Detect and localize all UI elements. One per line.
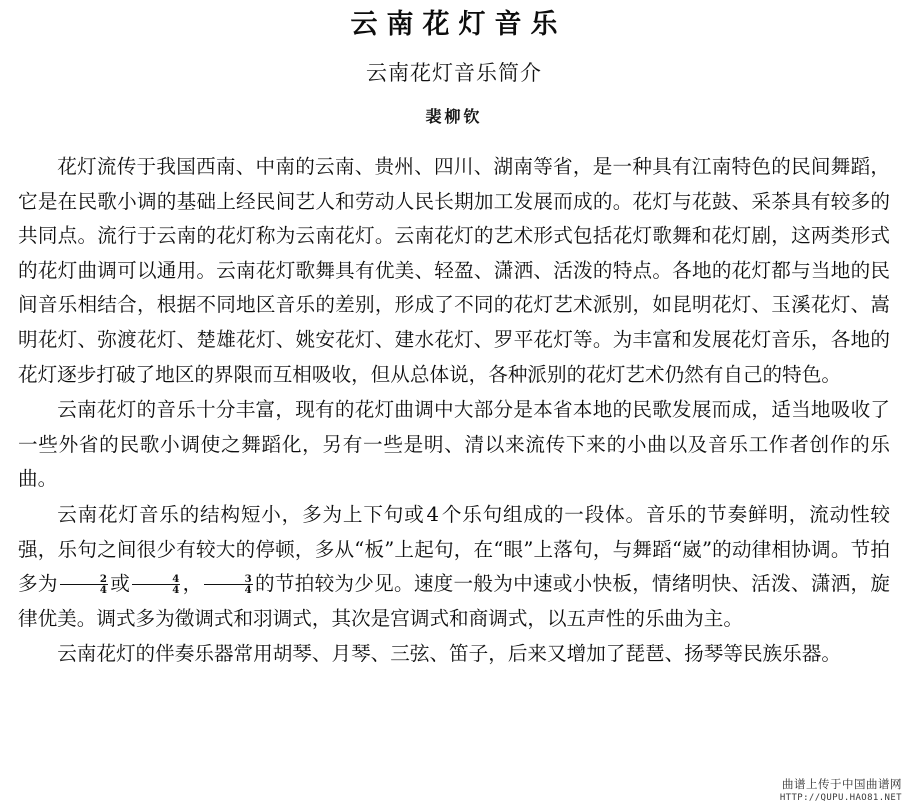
paragraph-3 (18, 498, 890, 636)
paragraph-3-part-4: ， (182, 572, 203, 596)
time-signature-3-4-numerator: 3 (204, 574, 252, 585)
footer-url-text: HTTP://QUPU.HAO81.NET (779, 792, 902, 803)
author-name: 裴柳钦 (425, 107, 483, 126)
paragraph-4: 云南花灯的伴奏乐器常用胡琴、月琴、三弦、笛子，后来又增加了琵琶、扬琴等民族乐器。 (57, 642, 841, 666)
time-signature-2-4-numerator: 2 (60, 574, 108, 585)
paragraph-3-part-5: 的节拍较为少见。速度一般为中速或小快板，情绪明快、活泼、潇洒，旋律优美。调式多为徵调式和羽调式，其次是宫调式和商调式，以五声性的乐曲为主。 (18, 572, 891, 630)
article-body (0, 128, 908, 672)
paragraph-3-part-1: 云南花灯音乐的结构短小，多为上下句或 (57, 502, 425, 526)
time-signature-4-4-numerator: 4 (132, 574, 180, 585)
page-title: 云南花灯音乐 (350, 9, 567, 40)
page-subtitle: 云南花灯音乐简介 (366, 61, 542, 85)
paragraph-2: 云南花灯的音乐十分丰富，现有的花灯曲调中大部分是本省本地的民歌发展而成，适当地吸收了一些外省的民歌小调使之舞蹈化，另有一些是明、清以来流传下来的小曲以及音乐工作者创作的乐曲。 (18, 398, 890, 491)
footer-watermark (780, 777, 902, 804)
footer-site-text: 曲谱上传于中国曲谱网 (782, 777, 902, 792)
paragraph-3-part-2: 个乐句组成的一段体。音乐的节奏鲜明，流动性较强，乐句之间很少有较大的停顿，多从“板”上起句，在“眼”上落句，与舞蹈“崴”的动律相协调。节拍多为 (18, 502, 891, 596)
paragraph-3-part-3: 或 (109, 572, 131, 596)
phrase-count-number: 4 (426, 502, 440, 526)
time-signature-2-4-denominator: 4 (99, 584, 107, 597)
time-signature-3-4-denominator: 4 (244, 584, 252, 597)
time-signature-4-4-denominator: 4 (172, 584, 180, 597)
time-signature-4-4 (132, 574, 180, 596)
paragraph-1: 花灯流传于我国西南、中南的云南、贵州、四川、湖南等省，是一种具有江南特色的民间舞蹈，它是在民歌小调的基础上经民间艺人和劳动人民长期加工发展而成的。花灯与花鼓、采茶具有较多的共同点。流行于云南的花灯称为云南花灯。云南花灯的艺术形式包括花灯歌舞和花灯剧，这两类形式的花灯曲调可以通用。云南花灯歌舞具有优美、轻盈、潇洒、活泼的特点。各地的花灯都与当地的民间音乐相结合，根据不同地区音乐的差别，形成了不同的花灯艺术派别，如昆明花灯、玉溪花灯、嵩明花灯、弥渡花灯、楚雄花灯、姚安花灯、建水花灯、罗平花灯等。为丰富和发展花灯音乐，各地的花灯逐步打破了地区的界限而互相吸收，但从总体说，各种派别的花灯艺术仍然有自己的特色。 (18, 155, 890, 386)
time-signature-3-4 (204, 574, 252, 596)
time-signature-2-4 (60, 574, 108, 596)
